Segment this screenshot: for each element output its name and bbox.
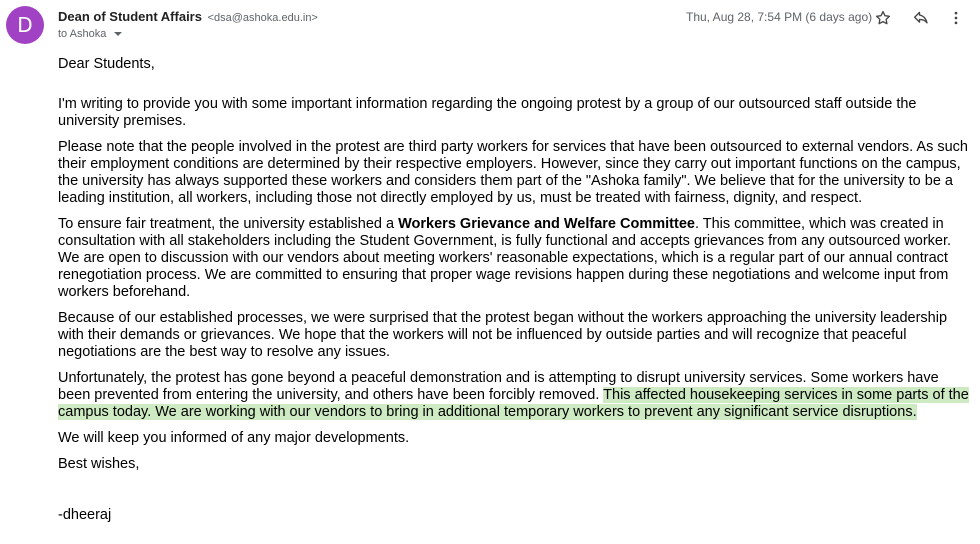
sender-email: <dsa@ashoka.edu.in>: [207, 12, 318, 24]
signature: -dheeraj: [58, 507, 112, 523]
greeting: Dear Students,: [58, 56, 155, 72]
committee-text-before: To ensure fair treatment, the university established a: [58, 216, 399, 232]
paragraph-committee: [58, 216, 973, 301]
more-vert-icon: [947, 9, 965, 27]
chevron-down-icon[interactable]: [114, 32, 122, 36]
sender-avatar[interactable]: D: [6, 6, 44, 44]
committee-name: Workers Grievance and Welfare Committee: [398, 216, 695, 232]
paragraph-third-party: Please note that the people involved in the protest are third party workers for services that have been outsourced to external vendors. As such their employment conditions are determined by their respective employers. However, since they carry out important functions on the campus, the university has always supported these workers and considers them part of the "Ashoka family". We believe that for the university to be a leading institution, all workers, including those not directly employed by us, must be treated with fairness, dignity, and respect.: [58, 139, 968, 206]
paragraph-surprise: Because of our established processes, we were surprised that the protest began without the workers approaching the university leadership with their demands or grievances. We hope that the workers will not be influenced by outside parties and will recognize that peaceful negotiations are the best way to resolve any issues.: [58, 310, 948, 360]
message-date: Thu, Aug 28, 7:54 PM (6 days ago): [686, 10, 873, 24]
star-button[interactable]: [871, 6, 895, 30]
highlighted-text: This affected housekeeping services in some parts of the campus today. We are working with our vendors to bring in additional temporary workers to prevent any significant service disruptions.: [58, 387, 969, 420]
paragraph-updates: We will keep you informed of any major developments.: [58, 430, 410, 446]
sender-name[interactable]: Dean of Student Affairs: [58, 9, 202, 24]
closing: Best wishes,: [58, 456, 140, 472]
reply-icon: [912, 9, 930, 27]
more-options-button[interactable]: [944, 6, 968, 30]
recipient-label: to Ashoka: [58, 28, 107, 40]
message-body: [58, 50, 973, 524]
disruption-text: Unfortunately, the protest has gone beyond a peaceful demonstration and is attempting to disrupt university services. Some workers have been prevented from entering the university, and others have been forcibly removed.: [58, 370, 939, 403]
star-icon: [874, 9, 892, 27]
reply-button[interactable]: [909, 6, 933, 30]
paragraph-intro: I'm writing to provide you with some important information regarding the ongoing protest by a group of our outsourced staff outside the university premises.: [58, 96, 917, 129]
paragraph-disruption: [58, 370, 973, 421]
sender-line: [58, 9, 318, 24]
recipient-details-toggle[interactable]: [58, 28, 122, 40]
committee-text-after: . This committee, which was created in consultation with all stakeholders including the Student Government, is fully functional and accepts grievances from any outsourced worker. We are open to discussion with our vendors about meeting workers' reasonable expectations, which is a regular part of our annual contract renegotiation process. We are committed to ensuring that proper wage revisions happen during these negotiations and welcome input from workers beforehand.: [58, 216, 952, 300]
